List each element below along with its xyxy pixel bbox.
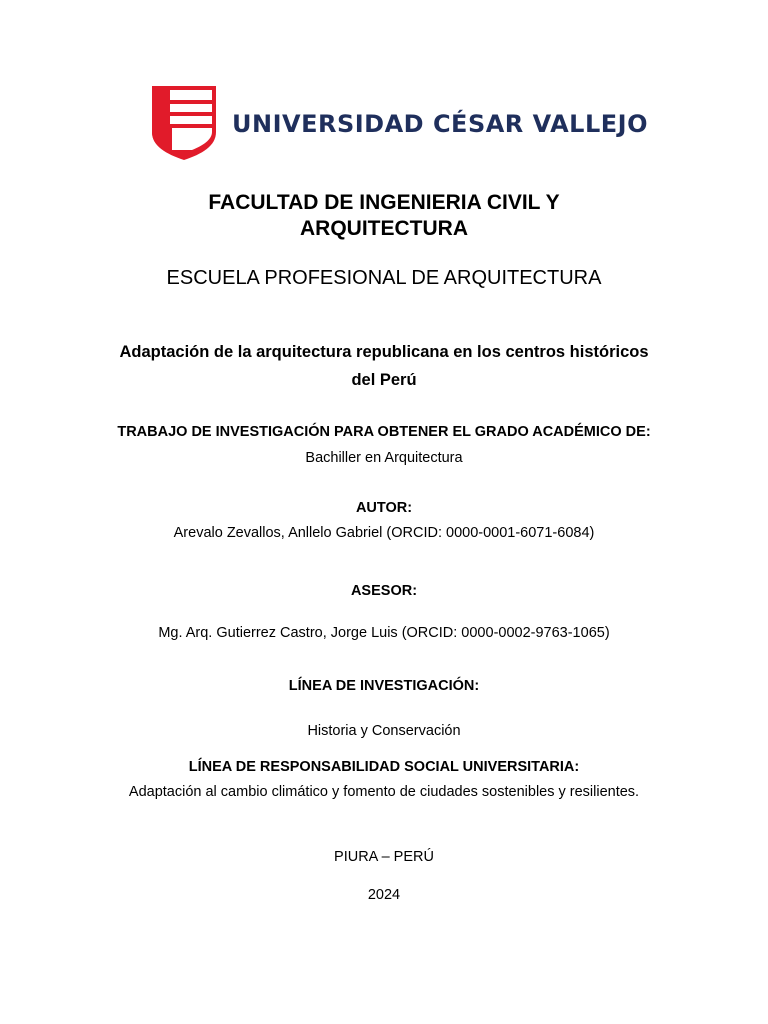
year: 2024 <box>367 887 401 903</box>
thesis-title <box>0 338 768 394</box>
advisor-label: ASESOR: <box>350 583 418 599</box>
social-line-label: LÍNEA DE RESPONSABILIDAD SOCIAL UNIVERSITARIA: <box>188 759 580 775</box>
university-logo <box>152 86 648 160</box>
research-line-label: LÍNEA DE INVESTIGACIÓN: <box>288 678 480 694</box>
social-line-value: Adaptación al cambio climático y fomento de ciudades sostenibles y resilientes. <box>128 784 640 800</box>
degree-label: TRABAJO DE INVESTIGACIÓN PARA OBTENER EL GRADO ACADÉMICO DE: <box>117 424 651 440</box>
research-line-value: Historia y Conservación <box>307 723 461 739</box>
school-heading: ESCUELA PROFESIONAL DE ARQUITECTURA <box>166 267 602 289</box>
advisor-value: Mg. Arq. Gutierrez Castro, Jorge Luis (ORCID: 0000-0002-9763-1065) <box>158 625 610 641</box>
university-emblem-icon <box>152 86 216 160</box>
location: PIURA – PERÚ <box>334 849 434 865</box>
thesis-title-line-1: Adaptación de la arquitectura republicana en los centros históricos <box>119 343 649 361</box>
faculty-line-2: ARQUITECTURA <box>300 217 468 240</box>
author-value: Arevalo Zevallos, Anllelo Gabriel (ORCID: 0000-0001-6071-6084) <box>173 525 595 541</box>
faculty-line-1: FACULTAD DE INGENIERIA CIVIL Y <box>208 191 560 214</box>
degree-value: Bachiller en Arquitectura <box>305 450 463 466</box>
author-label: AUTOR: <box>355 500 413 516</box>
university-name: UNIVERSIDAD CÉSAR VALLEJO <box>232 110 648 138</box>
faculty-heading <box>0 190 768 242</box>
thesis-title-line-2: del Perú <box>351 371 417 389</box>
